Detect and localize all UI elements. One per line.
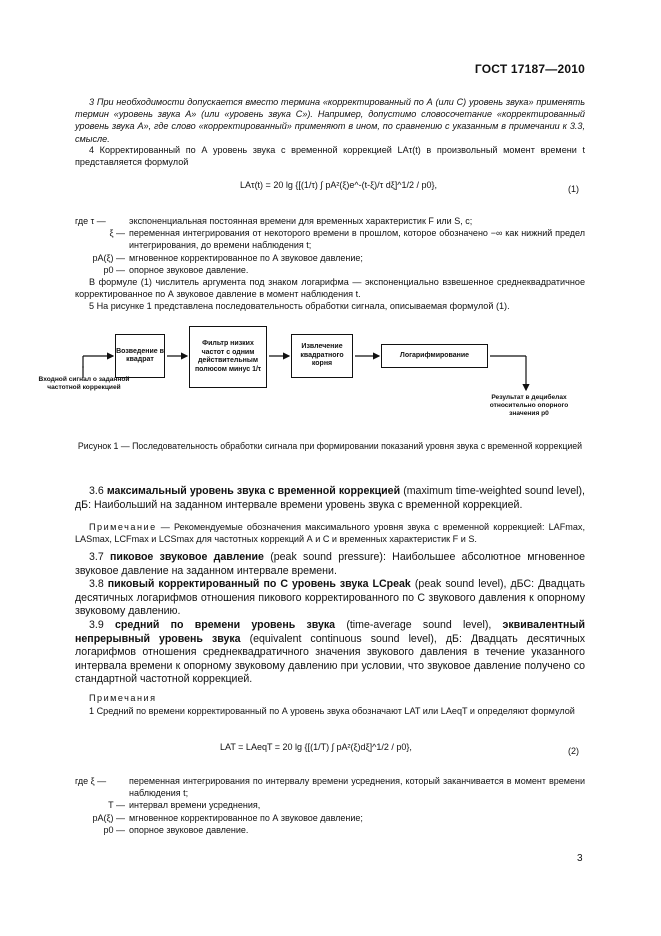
- paragraph-formula-1: В формуле (1) числитель аргумента под знаком логарифма — экспоненциально взвешенное среднеквадратичное корректированное по А звуковое давление в момент наблюдения t.: [75, 277, 585, 300]
- figure-caption: Рисунок 1 — Последовательность обработки сигнала при формировании показаний уровня звука с временной коррекцией: [77, 441, 583, 451]
- note-text: — Рекомендуемые обозначения максимального уровня звука с временной коррекцией: LAFmax, LASmax, LCFmax и LCSmax для частотных коррекций А и С и временных характеристик F и S.: [75, 522, 585, 545]
- section-3-6: [75, 485, 585, 512]
- where-symbol: p0 —: [103, 264, 125, 275]
- where-item: [75, 799, 585, 811]
- term: средний по времени уровень звука: [114, 619, 336, 631]
- note-3-6: [75, 521, 585, 545]
- sqrt-box: [291, 334, 353, 378]
- where-item: [75, 227, 585, 251]
- where-symbol: p0 —: [103, 824, 125, 835]
- where-desc: мгновенное корректированное по А звуковое давление;: [129, 252, 363, 263]
- section-3-9: [75, 619, 585, 687]
- note-1: 1 Средний по времени корректированный по А уровень звука обозначают LAT или LAeqT и определяют формулой: [89, 706, 575, 716]
- section-number: 3.9: [89, 619, 104, 631]
- input-label: Входной сигнал о заданной частотной коррекцией: [38, 376, 130, 391]
- section-number: 3.7: [89, 551, 104, 563]
- where-desc: опорное звуковое давление.: [129, 264, 249, 275]
- log-box-label: Логарифмирование: [399, 351, 470, 359]
- section-number: 3.6: [89, 485, 104, 497]
- formula-2-number: (2): [568, 746, 579, 756]
- lowpass-box-label: Фильтр низких частот с одним действительным полюсом минус 1/τ: [194, 340, 262, 373]
- page-number: 3: [577, 853, 583, 864]
- square-box-label: Возведение в квадрат: [116, 347, 164, 363]
- term: пиковый корректированный по С уровень звука LCpeak: [107, 578, 411, 590]
- where-symbol: где ξ —: [75, 776, 107, 786]
- where-item: [75, 824, 585, 836]
- where-desc: переменная интегрирования от некоторого времени в прошлом, которое обозначено −∞ как нижний предел интегрирования, до времени наблюдения t;: [129, 228, 585, 251]
- signal-diagram: [36, 318, 646, 433]
- definition: (maximum time-weighted sound level), дБ: Наибольший на заданном интервале времени уровень звука с временной коррекцией.: [75, 485, 585, 511]
- where-symbol: где τ —: [75, 216, 106, 226]
- where-item: [75, 812, 585, 824]
- formula-2: LAT = LAeqT = 20 lg {[(1/T) ∫ pA²(ξ)dξ]^1/2 / p0},: [220, 742, 412, 752]
- document-header: ГОСТ 17187—2010: [474, 62, 585, 76]
- where-item: [75, 775, 585, 799]
- sqrt-box-label: Извлечение квадратного корня: [300, 343, 344, 368]
- paragraph-4: 4 Корректированный по А уровень звука с временной коррекцией LAτ(t) в произвольный момент времени t представляется формулой: [75, 145, 585, 168]
- where-desc: переменная интегрирования по интервалу времени усреднения, который заканчивается в момент времени наблюдения t;: [129, 776, 585, 799]
- term-2: эквивалентный непрерывный уровень звука: [75, 619, 585, 645]
- where-symbol: pA(ξ) —: [92, 252, 125, 263]
- term: пиковое звуковое давление: [110, 551, 264, 563]
- note-3: 3 При необходимости допускается вместо термина «корректированный по А (или С) уровень звука» применять термин «уровень звука А» (или «уровень звука С»). Например, допустимо словосочетание «корректированный уровень звука А», где слово «корректированный» применяют в ином, по сравнению с указанным в примечании к 3.3, смысле.: [75, 97, 585, 144]
- where-symbol: T —: [108, 800, 125, 811]
- definition: (equivalent continuous sound level), дБ: Двадцать десятичных логарифмов отношения среднеквадратичного значения звукового давления в течение указанного интервала времени к опорному звуковому давлению при условии, что звуковое давление получено со стандартной частотной коррекцией.: [75, 632, 585, 686]
- section-number: 3.8: [89, 578, 104, 590]
- paragraph-5: 5 На рисунке 1 представлена последовательность обработки сигнала, описываемая формулой (1).: [89, 301, 510, 311]
- where-desc: экспоненциальная постоянная времени для временных характеристик F или S, с;: [129, 216, 473, 226]
- where-list-1: [75, 215, 585, 276]
- term: максимальный уровень звука с временной коррекцией: [106, 485, 401, 497]
- definition-part: (time-average sound level),: [335, 619, 503, 631]
- notes-label: Примечания: [89, 693, 157, 703]
- note-label: Примечание: [89, 522, 157, 532]
- lowpass-box: [189, 326, 267, 388]
- definition: (peak sound level), дБС: Двадцать десятичных логарифмов отношения пикового корректированного по С звукового давления к опорному звуковому давлению.: [75, 578, 585, 618]
- where-symbol: ξ —: [109, 228, 125, 239]
- log-box: [381, 344, 488, 368]
- where-item: [75, 252, 585, 264]
- output-label: Результат в децибелах относительно опорного значения p0: [489, 394, 569, 417]
- where-desc: опорное звуковое давление.: [129, 824, 249, 835]
- formula-1: LAτ(t) = 20 lg {[(1/τ) ∫ pA²(ξ)e^-(t-ξ)/τ dξ]^1/2 / p0},: [240, 180, 437, 190]
- where-desc: мгновенное корректированное по А звуковое давление;: [129, 812, 363, 823]
- where-item: [75, 264, 585, 276]
- definition: (peak sound pressure): Наибольшее абсолютное мгновенное звуковое давление на заданном интервале времени.: [75, 551, 585, 577]
- where-item: [75, 215, 585, 227]
- section-3-7: [75, 551, 585, 578]
- section-3-8: [75, 578, 585, 619]
- where-symbol: pA(ξ) —: [92, 812, 125, 823]
- formula-1-number: (1): [568, 184, 579, 194]
- square-box: [115, 334, 165, 378]
- where-desc: интервал времени усреднения,: [129, 800, 261, 811]
- where-list-2: [75, 775, 585, 836]
